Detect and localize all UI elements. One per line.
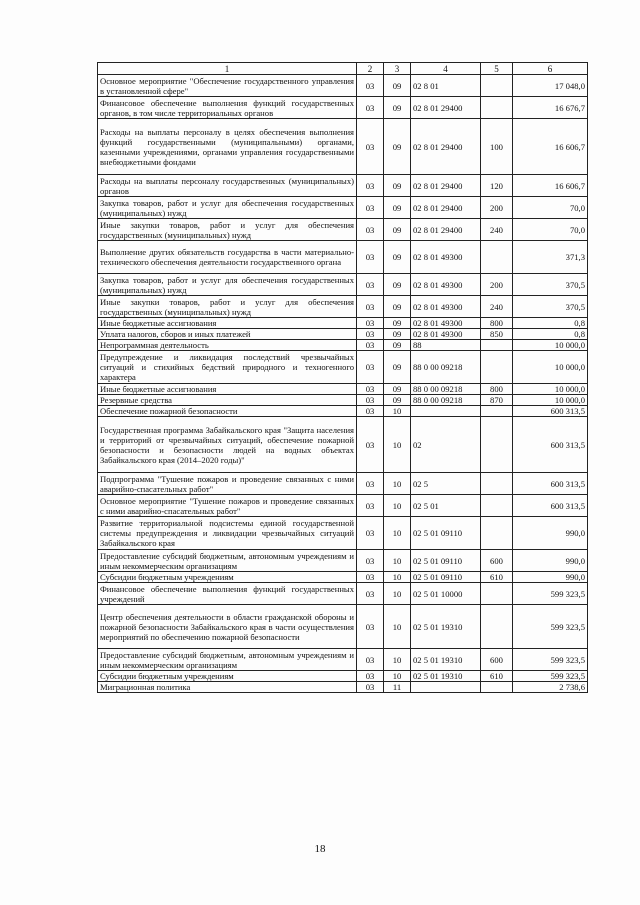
col-header-name: 1	[98, 63, 357, 75]
row-subsection-cell: 09	[384, 197, 411, 219]
row-name-cell: Иные бюджетные ассигнования	[98, 384, 357, 395]
table-row	[98, 197, 588, 219]
row-section-cell: 03	[357, 329, 384, 340]
row-subsection-cell: 10	[384, 406, 411, 417]
row-amount-cell: 599 323,5	[513, 649, 588, 671]
row-name-cell: Расходы на выплаты персоналу в целях обеспечения выполнения функций государственными (муниципальными) органами, казенными учреждениями, органами управления государственными внебюджетными фондами	[98, 119, 357, 175]
row-amount-cell: 600 313,5	[513, 473, 588, 495]
row-section-cell: 03	[357, 119, 384, 175]
row-expense-type-cell	[481, 97, 513, 119]
row-subsection-cell: 09	[384, 97, 411, 119]
row-section-cell: 03	[357, 296, 384, 318]
table-row	[98, 395, 588, 406]
row-name-cell: Выполнение других обязательств государства в части материально-технического обеспечения деятельности государственного органа	[98, 241, 357, 274]
row-amount-cell: 370,5	[513, 296, 588, 318]
row-subsection-cell: 09	[384, 329, 411, 340]
table-row	[98, 296, 588, 318]
row-subsection-cell: 09	[384, 119, 411, 175]
row-expense-type-cell: 850	[481, 329, 513, 340]
table-row	[98, 417, 588, 473]
row-name-cell: Непрограммная деятельность	[98, 340, 357, 351]
row-subsection-cell: 10	[384, 649, 411, 671]
row-amount-cell: 10 000,0	[513, 351, 588, 384]
row-target-article-cell: 02 8 01 49300	[411, 296, 481, 318]
row-expense-type-cell: 240	[481, 219, 513, 241]
row-subsection-cell: 09	[384, 219, 411, 241]
row-amount-cell: 0,8	[513, 329, 588, 340]
table-row	[98, 517, 588, 550]
row-target-article-cell: 02 5 01 19310	[411, 671, 481, 682]
row-subsection-cell: 10	[384, 417, 411, 473]
row-name-cell: Основное мероприятие "Тушение пожаров и проведение связанных с ними аварийно-спасательных работ"	[98, 495, 357, 517]
row-name-cell: Финансовое обеспечение выполнения функций государственных органов, в том числе территориальных органов	[98, 97, 357, 119]
table-row	[98, 219, 588, 241]
row-expense-type-cell: 800	[481, 384, 513, 395]
row-expense-type-cell	[481, 340, 513, 351]
row-subsection-cell: 09	[384, 351, 411, 384]
row-amount-cell: 600 313,5	[513, 406, 588, 417]
row-subsection-cell: 10	[384, 550, 411, 572]
row-amount-cell: 990,0	[513, 572, 588, 583]
row-target-article-cell: 02 8 01 49300	[411, 329, 481, 340]
row-expense-type-cell: 200	[481, 197, 513, 219]
row-target-article-cell: 02 5	[411, 473, 481, 495]
table-row	[98, 406, 588, 417]
row-section-cell: 03	[357, 495, 384, 517]
row-subsection-cell: 10	[384, 517, 411, 550]
row-target-article-cell: 02 5 01 09110	[411, 550, 481, 572]
row-expense-type-cell	[481, 406, 513, 417]
row-target-article-cell: 02 8 01 29400	[411, 97, 481, 119]
row-section-cell: 03	[357, 384, 384, 395]
table-row	[98, 671, 588, 682]
row-name-cell: Субсидии бюджетным учреждениям	[98, 572, 357, 583]
table-row	[98, 384, 588, 395]
table-row	[98, 340, 588, 351]
row-subsection-cell: 09	[384, 340, 411, 351]
row-name-cell: Финансовое обеспечение выполнения функций государственных учреждений	[98, 583, 357, 605]
row-expense-type-cell: 120	[481, 175, 513, 197]
row-name-cell: Закупка товаров, работ и услуг для обеспечения государственных (муниципальных) нужд	[98, 274, 357, 296]
row-expense-type-cell: 200	[481, 274, 513, 296]
row-amount-cell: 600 313,5	[513, 495, 588, 517]
row-target-article-cell: 02 8 01 29400	[411, 119, 481, 175]
row-subsection-cell: 11	[384, 682, 411, 693]
row-name-cell: Предоставление субсидий бюджетным, автономным учреждениям и иным некоммерческим организациям	[98, 550, 357, 572]
row-name-cell: Подпрограмма "Тушение пожаров и проведение связанных с ними аварийно-спасательных работ"	[98, 473, 357, 495]
row-subsection-cell: 10	[384, 473, 411, 495]
table-row	[98, 75, 588, 97]
table-row	[98, 583, 588, 605]
row-subsection-cell: 09	[384, 75, 411, 97]
row-expense-type-cell: 100	[481, 119, 513, 175]
row-name-cell: Центр обеспечения деятельности в области гражданской обороны и пожарной безопасности Забайкальского края в части осуществления мероприятий по обеспечению пожарной безопасности	[98, 605, 357, 649]
row-name-cell: Предупреждение и ликвидация последствий чрезвычайных ситуаций и стихийных бедствий природного и техногенного характера	[98, 351, 357, 384]
row-expense-type-cell: 610	[481, 572, 513, 583]
table-row	[98, 351, 588, 384]
row-section-cell: 03	[357, 682, 384, 693]
row-section-cell: 03	[357, 605, 384, 649]
row-amount-cell: 599 323,5	[513, 671, 588, 682]
row-subsection-cell: 10	[384, 583, 411, 605]
col-header-subsection: 3	[384, 63, 411, 75]
row-amount-cell: 10 000,0	[513, 384, 588, 395]
row-subsection-cell: 10	[384, 495, 411, 517]
row-amount-cell: 70,0	[513, 219, 588, 241]
row-amount-cell: 10 000,0	[513, 395, 588, 406]
row-name-cell: Развитие территориальной подсистемы единой государственной системы предупреждения и ликвидации чрезвычайных ситуаций Забайкальского края	[98, 517, 357, 550]
row-amount-cell: 370,5	[513, 274, 588, 296]
row-amount-cell: 17 048,0	[513, 75, 588, 97]
table-row	[98, 175, 588, 197]
row-expense-type-cell	[481, 682, 513, 693]
row-section-cell: 03	[357, 395, 384, 406]
row-amount-cell: 990,0	[513, 517, 588, 550]
header-row	[98, 63, 588, 75]
row-amount-cell: 990,0	[513, 550, 588, 572]
row-name-cell: Предоставление субсидий бюджетным, автономным учреждениям и иным некоммерческим организациям	[98, 649, 357, 671]
row-expense-type-cell	[481, 517, 513, 550]
row-expense-type-cell: 600	[481, 550, 513, 572]
row-amount-cell: 10 000,0	[513, 340, 588, 351]
row-expense-type-cell	[481, 605, 513, 649]
row-expense-type-cell	[481, 495, 513, 517]
table-row	[98, 495, 588, 517]
row-expense-type-cell	[481, 473, 513, 495]
row-section-cell: 03	[357, 649, 384, 671]
row-name-cell: Уплата налогов, сборов и иных платежей	[98, 329, 357, 340]
table-row	[98, 605, 588, 649]
row-section-cell: 03	[357, 550, 384, 572]
row-name-cell: Закупка товаров, работ и услуг для обеспечения государственных (муниципальных) нужд	[98, 197, 357, 219]
col-header-section: 2	[357, 63, 384, 75]
row-amount-cell: 371,3	[513, 241, 588, 274]
row-expense-type-cell	[481, 583, 513, 605]
row-name-cell: Иные закупки товаров, работ и услуг для обеспечения государственных (муниципальных) нужд	[98, 296, 357, 318]
table-row	[98, 274, 588, 296]
row-target-article-cell: 02 5 01 19310	[411, 649, 481, 671]
table-row	[98, 682, 588, 693]
row-target-article-cell: 02 5 01 19310	[411, 605, 481, 649]
row-subsection-cell: 09	[384, 318, 411, 329]
row-subsection-cell: 09	[384, 241, 411, 274]
table-body	[98, 75, 588, 693]
row-name-cell: Резервные средства	[98, 395, 357, 406]
row-name-cell: Иные закупки товаров, работ и услуг для обеспечения государственных (муниципальных) нужд	[98, 219, 357, 241]
row-name-cell: Государственная программа Забайкальского края "Защита населения и территорий от чрезвычайных ситуаций, обеспечение пожарной безопасности и безопасности людей на водных объектах Забайкальского края (2014–2020 годы)"	[98, 417, 357, 473]
row-section-cell: 03	[357, 274, 384, 296]
row-section-cell: 03	[357, 417, 384, 473]
row-section-cell: 03	[357, 572, 384, 583]
row-amount-cell: 600 313,5	[513, 417, 588, 473]
row-name-cell: Основное мероприятие "Обеспечение государственного управления в установленной сфере"	[98, 75, 357, 97]
row-target-article-cell: 02 8 01 29400	[411, 219, 481, 241]
row-target-article-cell: 88 0 00 09218	[411, 351, 481, 384]
row-target-article-cell: 88 0 00 09218	[411, 384, 481, 395]
row-amount-cell: 16 606,7	[513, 175, 588, 197]
row-name-cell: Иные бюджетные ассигнования	[98, 318, 357, 329]
row-section-cell: 03	[357, 473, 384, 495]
row-subsection-cell: 10	[384, 572, 411, 583]
table-row	[98, 649, 588, 671]
row-target-article-cell: 02 8 01 29400	[411, 197, 481, 219]
table-row	[98, 550, 588, 572]
row-expense-type-cell: 610	[481, 671, 513, 682]
row-subsection-cell: 09	[384, 395, 411, 406]
row-amount-cell: 16 676,7	[513, 97, 588, 119]
col-header-amount: 6	[513, 63, 588, 75]
table-row	[98, 329, 588, 340]
table-row	[98, 241, 588, 274]
row-expense-type-cell: 600	[481, 649, 513, 671]
row-section-cell: 03	[357, 219, 384, 241]
row-subsection-cell: 09	[384, 175, 411, 197]
row-name-cell: Субсидии бюджетным учреждениям	[98, 671, 357, 682]
budget-table	[97, 62, 588, 693]
row-target-article-cell	[411, 682, 481, 693]
row-amount-cell: 599 323,5	[513, 605, 588, 649]
row-target-article-cell: 02 8 01 49300	[411, 241, 481, 274]
row-name-cell: Миграционная политика	[98, 682, 357, 693]
row-amount-cell: 599 323,5	[513, 583, 588, 605]
row-expense-type-cell: 240	[481, 296, 513, 318]
table-row	[98, 318, 588, 329]
table-row	[98, 119, 588, 175]
row-section-cell: 03	[357, 75, 384, 97]
row-section-cell: 03	[357, 318, 384, 329]
page-number: 18	[314, 843, 326, 855]
row-target-article-cell: 02 5 01 09110	[411, 517, 481, 550]
row-target-article-cell: 02 8 01 29400	[411, 175, 481, 197]
row-target-article-cell: 02 8 01 49300	[411, 318, 481, 329]
row-section-cell: 03	[357, 241, 384, 274]
row-section-cell: 03	[357, 517, 384, 550]
row-target-article-cell: 02 5 01 10000	[411, 583, 481, 605]
row-name-cell: Расходы на выплаты персоналу государственных (муниципальных) органов	[98, 175, 357, 197]
row-amount-cell: 70,0	[513, 197, 588, 219]
row-name-cell: Обеспечение пожарной безопасности	[98, 406, 357, 417]
row-target-article-cell: 02 8 01 49300	[411, 274, 481, 296]
row-subsection-cell: 10	[384, 671, 411, 682]
row-expense-type-cell	[481, 417, 513, 473]
table-header	[98, 63, 588, 75]
row-section-cell: 03	[357, 583, 384, 605]
row-expense-type-cell: 800	[481, 318, 513, 329]
row-target-article-cell: 02 5 01	[411, 495, 481, 517]
row-expense-type-cell	[481, 351, 513, 384]
table-row	[98, 97, 588, 119]
row-target-article-cell	[411, 406, 481, 417]
row-section-cell: 03	[357, 671, 384, 682]
col-header-expense-type: 5	[481, 63, 513, 75]
row-subsection-cell: 10	[384, 605, 411, 649]
row-amount-cell: 2 738,6	[513, 682, 588, 693]
row-target-article-cell: 02 8 01	[411, 75, 481, 97]
row-subsection-cell: 09	[384, 296, 411, 318]
row-section-cell: 03	[357, 406, 384, 417]
row-expense-type-cell	[481, 75, 513, 97]
row-section-cell: 03	[357, 175, 384, 197]
row-section-cell: 03	[357, 197, 384, 219]
row-section-cell: 03	[357, 340, 384, 351]
row-expense-type-cell	[481, 241, 513, 274]
row-section-cell: 03	[357, 97, 384, 119]
col-header-target-article: 4	[411, 63, 481, 75]
row-amount-cell: 0,8	[513, 318, 588, 329]
table-row	[98, 572, 588, 583]
row-target-article-cell: 02	[411, 417, 481, 473]
row-subsection-cell: 09	[384, 384, 411, 395]
table-row	[98, 473, 588, 495]
row-target-article-cell: 88 0 00 09218	[411, 395, 481, 406]
row-subsection-cell: 09	[384, 274, 411, 296]
row-amount-cell: 16 606,7	[513, 119, 588, 175]
row-target-article-cell: 02 5 01 09110	[411, 572, 481, 583]
row-section-cell: 03	[357, 351, 384, 384]
row-target-article-cell: 88	[411, 340, 481, 351]
row-expense-type-cell: 870	[481, 395, 513, 406]
